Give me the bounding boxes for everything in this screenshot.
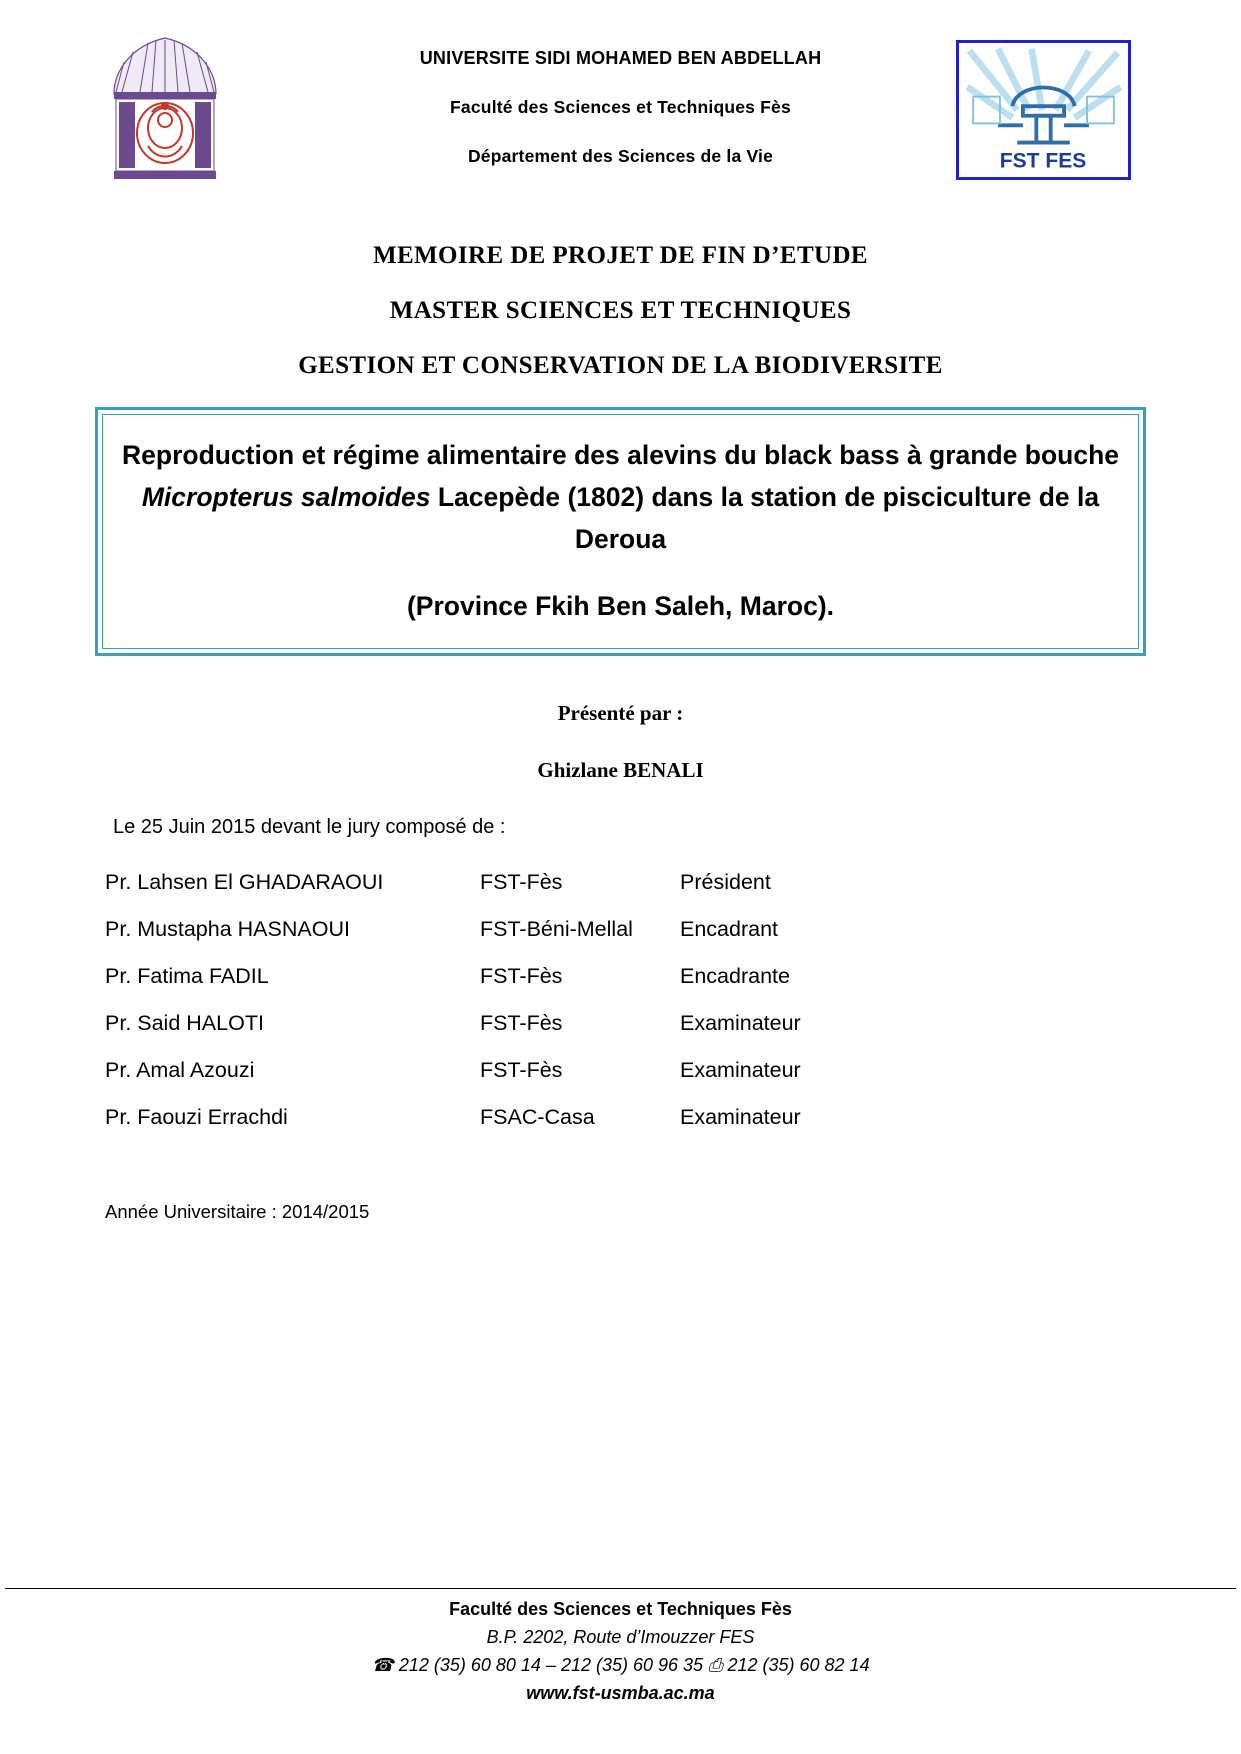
department-name: Département des Sciences de la Vie [467, 146, 774, 166]
academic-year: Année Universitaire : 2014/2015 [105, 1200, 370, 1222]
table-row [105, 953, 900, 1000]
jury-member-name: Pr. Faouzi Errachdi [105, 1104, 288, 1129]
jury-member-institution: FST-Béni-Mellal [480, 916, 633, 941]
footer-faculty: Faculté des Sciences et Techniques Fès [449, 1599, 792, 1619]
title-frame-inner [102, 414, 1139, 649]
jury-member-institution: FST-Fès [480, 1010, 563, 1035]
jury-member-institution: FST-Fès [480, 1057, 563, 1082]
thesis-title [115, 435, 1126, 561]
table-row [105, 1094, 900, 1141]
jury-member-name: Pr. Said HALOTI [105, 1010, 264, 1035]
jury-member-name: Pr. Fatima FADIL [105, 963, 269, 988]
degree-titles [95, 242, 1146, 380]
fst-fes-logo [956, 40, 1131, 180]
thesis-subtitle: (Province Fkih Ben Saleh, Maroc). [406, 590, 835, 621]
thesis-title-species: Micropterus salmoides [141, 481, 431, 512]
footer-address: B.P. 2202, Route d’Imouzzer FES [486, 1627, 755, 1647]
jury-member-institution: FST-Fès [480, 869, 563, 894]
usmba-university-seal-logo [100, 28, 230, 188]
degree-line-3: GESTION ET CONSERVATION DE LA BIODIVERSITE [298, 352, 943, 379]
footer-contact: ☎ 212 (35) 60 80 14 – 212 (35) 60 96 35 ⎙ 212 (35) 60 82 14 [371, 1655, 870, 1675]
jury-member-institution: FST-Fès [480, 963, 563, 988]
footer-website: www.fst-usmba.ac.ma [526, 1683, 715, 1703]
footer-divider [5, 1588, 1236, 1589]
jury-intro: Le 25 Juin 2015 devant le jury composé de : [113, 815, 506, 838]
table-row [105, 1000, 900, 1047]
university-name: UNIVERSITE SIDI MOHAMED BEN ABDELLAH [419, 48, 822, 68]
table-row [105, 859, 900, 906]
jury-member-role: Président [680, 869, 771, 894]
jury-member-role: Encadrant [680, 916, 779, 941]
page-footer [0, 1588, 1241, 1704]
degree-line-1: MEMOIRE DE PROJET DE FIN D’ETUDE [372, 242, 868, 269]
table-row [105, 1047, 900, 1094]
jury-member-role: Examinateur [680, 1010, 801, 1035]
presented-by-label: Présenté par : [557, 700, 684, 725]
jury-member-role: Encadrante [680, 963, 790, 988]
title-frame [95, 407, 1146, 656]
thesis-title-part2: Lacepède (1802) dans la station de pisciculture de la Deroua [430, 481, 1100, 554]
jury-member-name: Pr. Mustapha HASNAOUI [105, 916, 350, 941]
thesis-title-part1: Reproduction et régime alimentaire des alevins du black bass à grande bouche [122, 440, 1119, 470]
jury-member-name: Pr. Lahsen El GHADARAOUI [105, 869, 384, 894]
table-row [105, 906, 900, 953]
jury-member-role: Examinateur [680, 1104, 801, 1129]
page-header [95, 0, 1146, 200]
author-name: Ghizlane BENALI [537, 757, 704, 782]
fst-fes-logo-text: FST FES [999, 149, 1087, 173]
jury-table [105, 859, 900, 1141]
jury-member-name: Pr. Amal Azouzi [105, 1057, 255, 1082]
jury-member-role: Examinateur [680, 1057, 801, 1082]
jury-member-institution: FSAC-Casa [480, 1104, 595, 1129]
faculty-name: Faculté des Sciences et Techniques Fès [450, 97, 791, 117]
degree-line-2: MASTER SCIENCES ET TECHNIQUES [389, 297, 852, 324]
